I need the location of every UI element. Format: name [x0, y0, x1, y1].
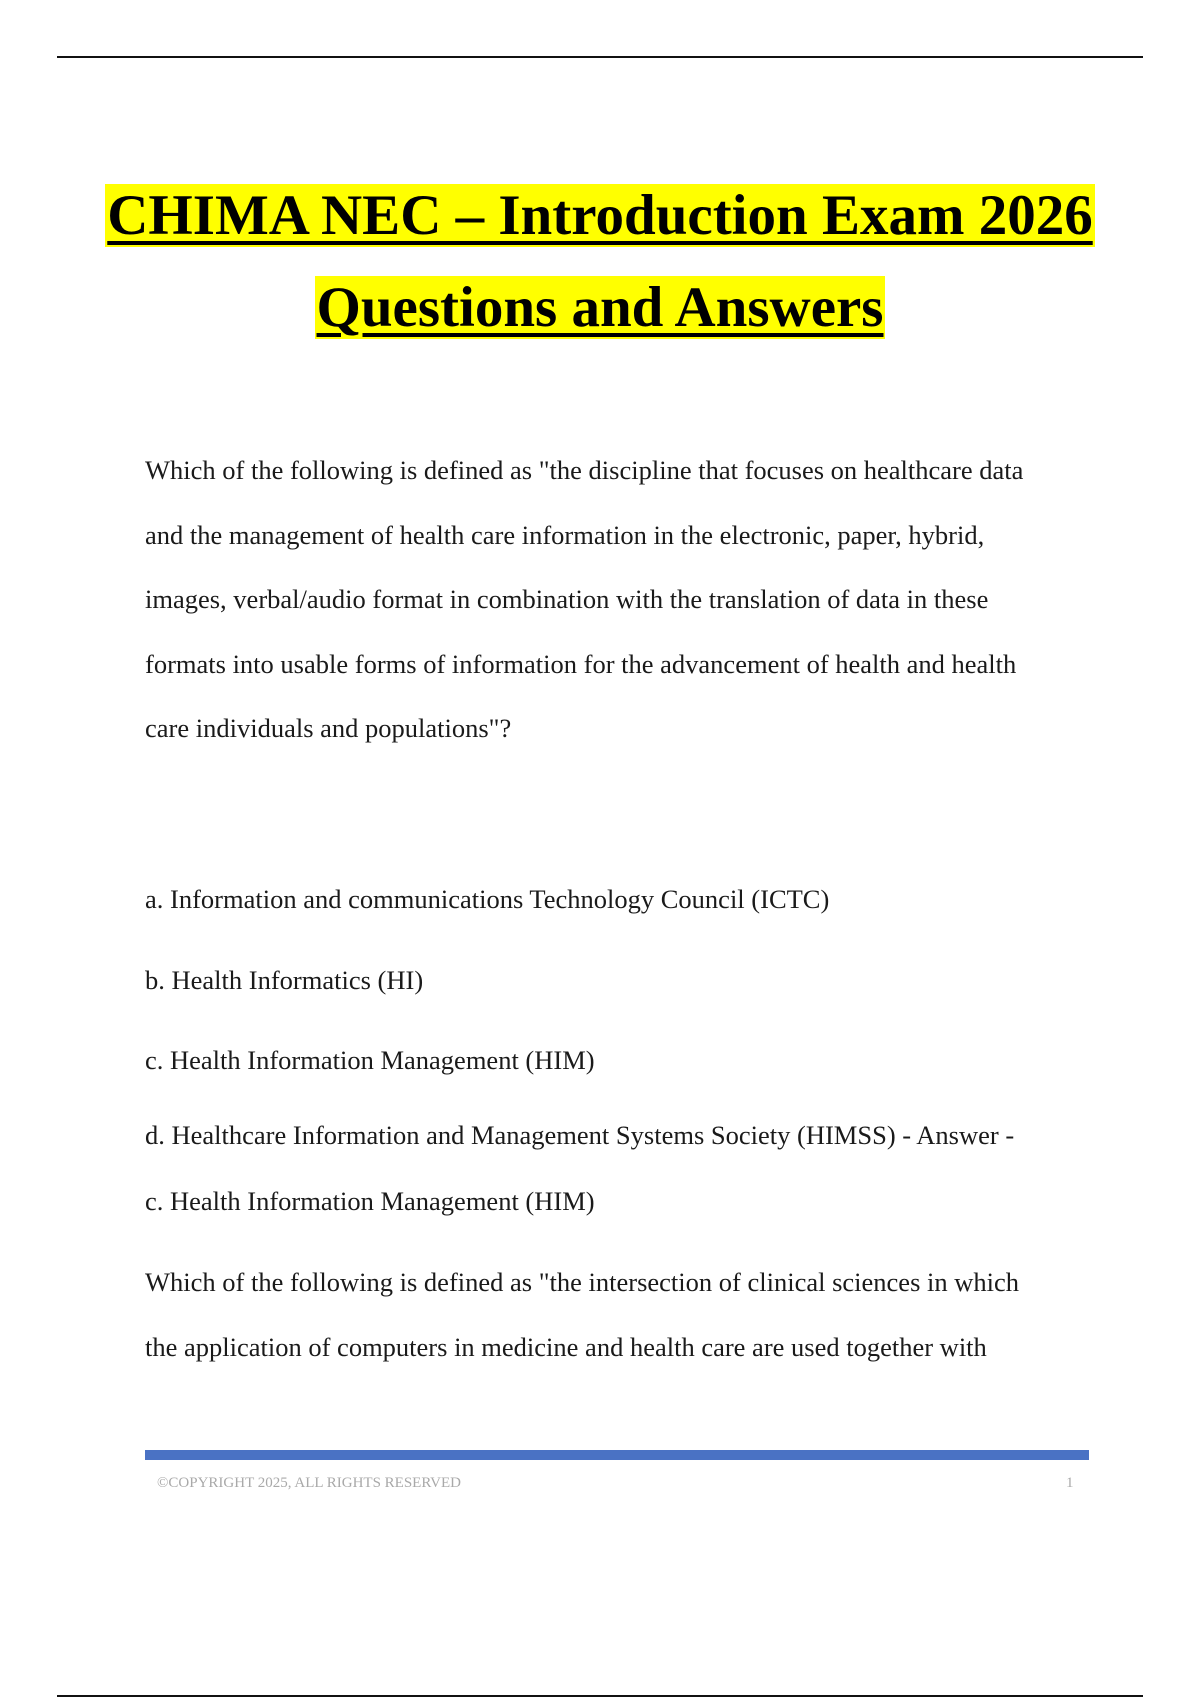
title-line-1-text: CHIMA NEC – Introduction Exam 2026 — [107, 184, 1093, 247]
answer-text: c. Health Information Management (HIM) — [145, 1186, 595, 1216]
option-a: a. Information and communications Technology Council (ICTC) — [145, 884, 830, 914]
question-1-options — [145, 859, 1090, 1101]
question-1-line: and the management of health care information in the electronic, paper, hybrid, — [145, 519, 985, 550]
question-1-line: images, verbal/audio format in combination with the translation of data in these — [145, 584, 989, 614]
question-2 — [145, 1250, 1090, 1379]
question-2-line: Which of the following is defined as "the intersection of clinical sciences in which — [145, 1267, 1020, 1297]
question-1-line: formats into usable forms of information for the advancement of health and health — [145, 648, 1017, 679]
question-1 — [145, 438, 1090, 761]
document-title — [0, 170, 1200, 354]
option-d-and-answer — [145, 1102, 1090, 1234]
option-b: b. Health Informatics (HI) — [145, 964, 424, 995]
top-rule — [57, 56, 1143, 58]
footer-copyright: ©COPYRIGHT 2025, ALL RIGHTS RESERVED — [157, 1475, 461, 1491]
footer-bar — [145, 1450, 1089, 1460]
option-c: c. Health Information Management (HIM) — [145, 1045, 595, 1075]
bottom-rule — [57, 1695, 1143, 1697]
question-1-line: care individuals and populations"? — [145, 713, 512, 743]
title-line-2 — [0, 262, 1200, 354]
question-2-line: the application of computers in medicine and health care are used together with — [145, 1331, 987, 1362]
question-1-line: Which of the following is defined as "the discipline that focuses on healthcare data — [145, 455, 1024, 485]
option-d: d. Healthcare Information and Management Systems Society (HIMSS) - Answer - — [145, 1120, 1015, 1150]
title-line-1 — [0, 170, 1200, 262]
page-number: 1 — [1066, 1475, 1074, 1491]
title-line-2-text: Questions and Answers — [316, 276, 884, 339]
